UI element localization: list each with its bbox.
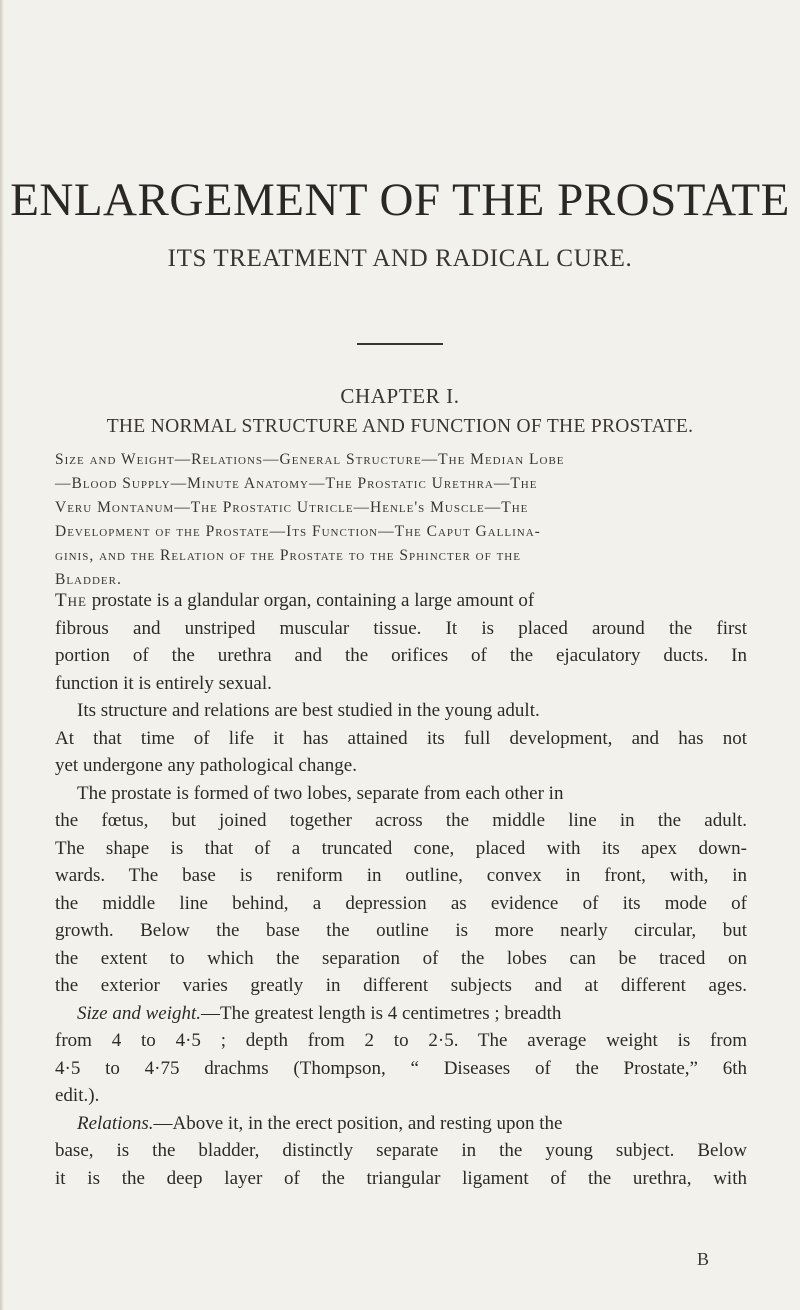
paragraph-line: it is the deep layer of the triangular ligament of the urethra, with — [55, 1167, 747, 1189]
paragraph-first-word: The — [55, 590, 87, 611]
summary-line: Bladder. — [55, 571, 122, 588]
paragraph-text: —Above it, in the erect position, and resting upon the — [153, 1112, 563, 1134]
paragraph-line: from 4 to 4·5 ; depth from 2 to 2·5. The average weight is from — [55, 1030, 747, 1051]
paragraph-text: —The greatest length is 4 centimetres ; breadth — [201, 1002, 562, 1024]
chapter-number: CHAPTER I. — [340, 384, 460, 408]
summary-line: —Blood Supply—Minute Anatomy—The Prostatic Urethra—The — [55, 475, 538, 492]
chapter-summary — [55, 448, 747, 592]
paragraph-line: Its structure and relations are best studied in the young adult. — [77, 700, 540, 721]
paragraph-line: portion of the urethra and the orifices of the ejaculatory ducts. In — [55, 645, 747, 666]
paragraph-line: fibrous and unstriped muscular tissue. It is placed around the first — [55, 617, 747, 639]
paragraph-line: function it is entirely sexual. — [55, 672, 272, 694]
chapter-title: THE NORMAL STRUCTURE AND FUNCTION OF THE PROSTATE. — [106, 416, 694, 437]
summary-line: ginis, and the Relation of the Prostate to the Sphincter of the — [55, 547, 521, 564]
paragraph-line — [55, 587, 747, 615]
summary-line: Development of the Prostate—Its Function—The Caput Gallina- — [55, 523, 541, 540]
summary-line: Veru Montanum—The Prostatic Utricle—Henle's Muscle—The — [55, 499, 529, 516]
paragraph-line — [55, 1110, 747, 1138]
paragraph-line: growth. Below the base the outline is more nearly circular, but — [55, 920, 747, 941]
book-title: ENLARGEMENT OF THE PROSTATE — [10, 174, 790, 226]
body-text — [55, 587, 747, 1192]
paragraph-line: the fœtus, but joined together across the middle line in the adult. — [55, 810, 747, 831]
paragraph-line: 4·5 to 4·75 drachms (Thompson, “ Diseases of the Prostate,” 6th — [55, 1057, 747, 1079]
paragraph-line: the extent to which the separation of the lobes can be traced on — [55, 947, 747, 969]
summary-line: Size and Weight—Relations—General Structure—The Median Lobe — [55, 451, 565, 468]
paragraph-line: yet undergone any pathological change. — [55, 755, 357, 776]
book-subtitle: ITS TREATMENT AND RADICAL CURE. — [167, 245, 633, 272]
title-divider — [357, 343, 443, 345]
paragraph-line: the middle line behind, a depression as evidence of its mode of — [55, 892, 747, 914]
paragraph-line — [55, 1000, 747, 1028]
paragraph-line: At that time of life it has attained its full development, and has not — [55, 727, 747, 749]
paragraph-line: the exterior varies greatly in different subjects and at different ages. — [55, 975, 747, 996]
section-heading: Relations. — [77, 1112, 154, 1134]
paragraph-text: prostate is a glandular organ, containing a large amount of — [86, 590, 535, 611]
paragraph-line: base, is the bladder, distinctly separate in the young subject. Below — [55, 1140, 747, 1161]
signature-mark: B — [697, 1249, 710, 1269]
section-heading: Size and weight. — [77, 1002, 202, 1024]
paragraph-line: wards. The base is reniform in outline, convex in front, with, in — [55, 865, 747, 886]
paragraph-line: The shape is that of a truncated cone, placed with its apex down- — [55, 837, 747, 859]
paragraph-line: edit.). — [55, 1085, 100, 1106]
paragraph-line: The prostate is formed of two lobes, separate from each other in — [77, 782, 564, 804]
